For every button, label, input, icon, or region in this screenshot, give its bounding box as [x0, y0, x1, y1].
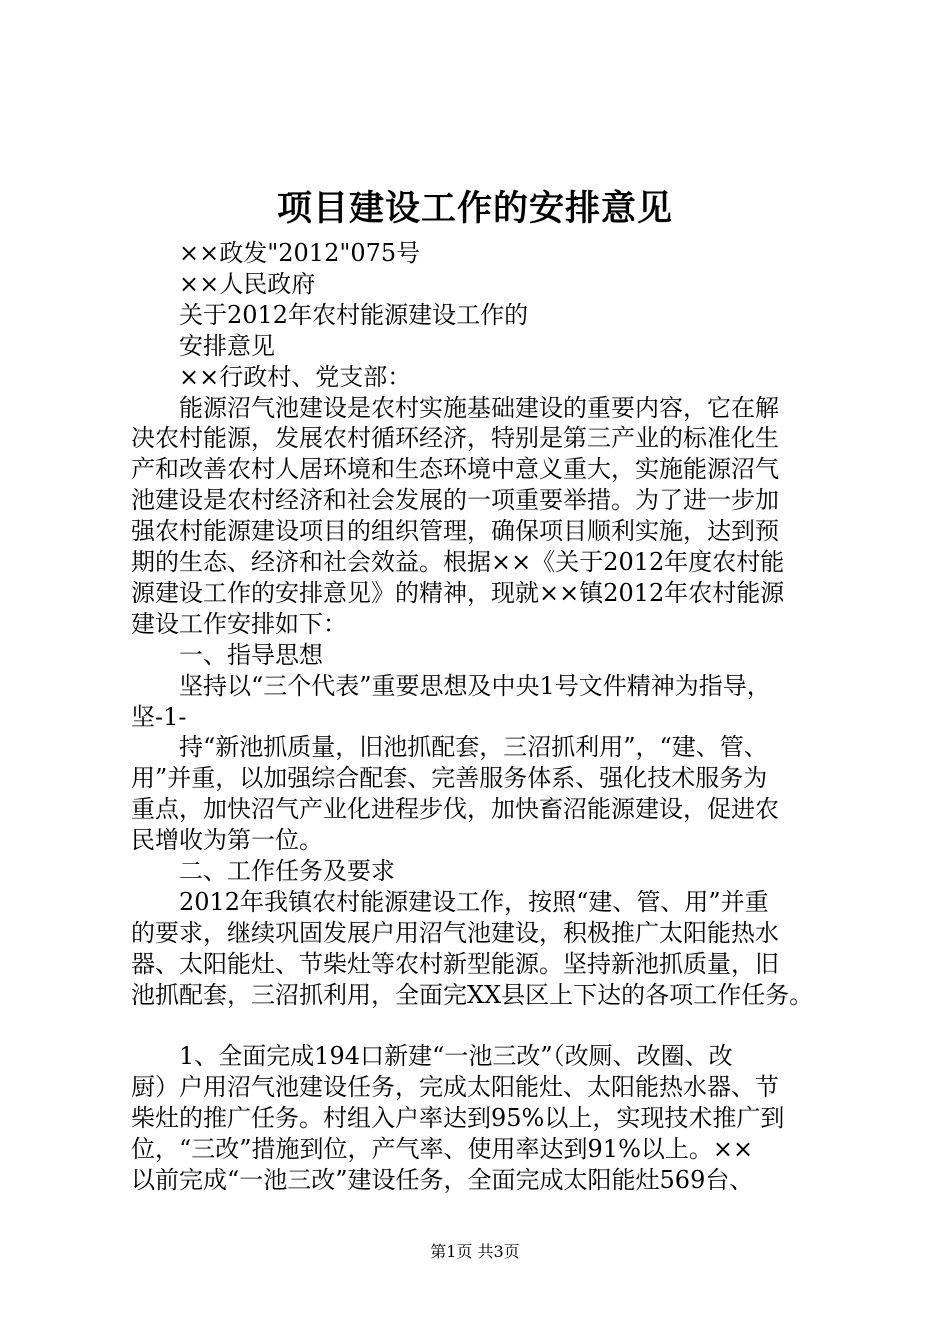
body-line: 关于2012年农村能源建设工作的 [131, 300, 529, 329]
body-line: 的要求，继续巩固发展户用沼气池建设，积极推广太阳能热水 [131, 918, 779, 947]
body-line: 柴灶的推广任务。村组入户率达到95%以上，实现技术推广到 [131, 1104, 785, 1133]
body-line: 建设工作安排如下： [131, 609, 347, 638]
body-line: 以前完成“一池三改”建设任务，全面完成太阳能灶569台、 [131, 1166, 754, 1194]
body-line: 安排意见 [131, 331, 275, 360]
body-line: 持“新池抓质量，旧池抓配套，三沼抓利用”，“建、管、 [131, 733, 768, 762]
body-line: 一、指导思想 [131, 640, 323, 669]
body-line: 坚-1- [131, 702, 187, 731]
body-line: 1、全面完成194口新建“一池三改”（改厕、改圈、改 [131, 1042, 733, 1071]
body-line: 源建设工作的安排意见》的精神，现就××镇2012年农村能源 [131, 578, 785, 607]
body-line: 厨）户用沼气池建设任务，完成太阳能灶、太阳能热水器、节 [131, 1073, 779, 1102]
page-footer: 第1页 共3页 [430, 1242, 520, 1261]
body-line: 期的生态、经济和社会效益。根据××《关于2012年度农村能 [131, 548, 785, 576]
body-line: 民增收为第一位。 [131, 826, 323, 855]
body-line: 2012年我镇农村能源建设工作，按照“建、管、用”并重 [131, 887, 769, 916]
body-line: 池抓配套，三沼抓利用，全面完XX县区上下达的各项工作任务。 [131, 980, 814, 1009]
body-line: 位，“三改”措施到位，产气率、使用率达到91%以上。×× [131, 1135, 754, 1164]
body-line: 用”并重，以加强综合配套、完善服务体系、强化技术服务为 [131, 764, 768, 793]
body-line: 能源沼气池建设是农村实施基础建设的重要内容，它在解 [131, 393, 779, 422]
body-line: 重点，加快沼气产业化进程步伐，加快畜沼能源建设，促进农 [131, 795, 779, 824]
body-line: 器、太阳能灶、节柴灶等农村新型能源。坚持新池抓质量，旧 [131, 949, 779, 978]
body-line: 二、工作任务及要求 [131, 857, 395, 885]
body-line: 决农村能源，发展农村循环经济，特别是第三产业的标准化生 [131, 424, 779, 453]
body-line: 产和改善农村人居环境和生态环境中意义重大，实施能源沼气 [131, 455, 779, 484]
document-title: 项目建设工作的安排意见 [276, 188, 673, 229]
body-line: 池建设是农村经济和社会发展的一项重要举措。为了进一步加 [131, 486, 779, 515]
body-line: ××政发"2012"075号 [131, 239, 421, 267]
body-line: ××行政村、党支部： [131, 362, 412, 391]
body-line: 坚持以“三个代表”重要思想及中央1号文件精神为指导， [131, 671, 771, 700]
body-line: ××人民政府 [131, 269, 316, 298]
body-line: 强农村能源建设项目的组织管理，确保项目顺利实施，达到预 [131, 517, 779, 546]
